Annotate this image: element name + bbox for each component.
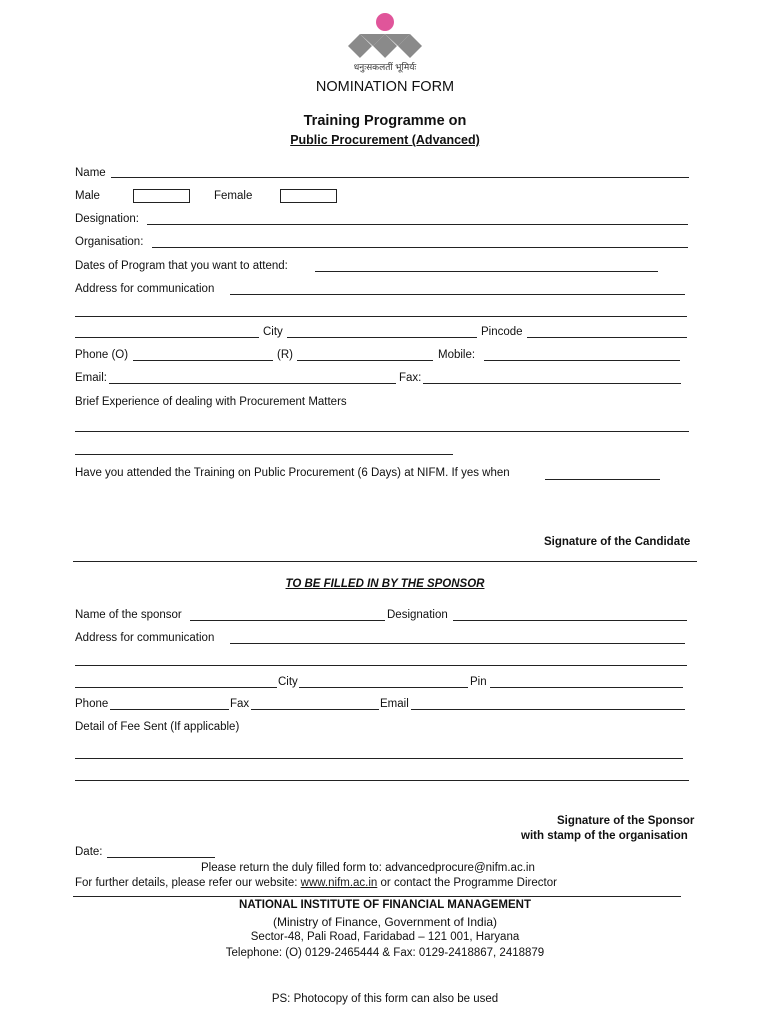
sponsor-email-field[interactable]	[411, 709, 685, 710]
sponsor-phone-field[interactable]	[110, 709, 229, 710]
ministry-line: (Ministry of Finance, Government of India)	[272, 915, 498, 929]
institute-name: NATIONAL INSTITUTE OF FINANCIAL MANAGEMENT	[239, 899, 531, 911]
sponsor-designation-field[interactable]	[453, 620, 687, 621]
phone-label: Phone (O)	[75, 349, 129, 361]
sponsor-address-field-1[interactable]	[230, 643, 685, 644]
sponsor-stamp-label: with stamp of the organisation	[521, 830, 688, 842]
address-field-1[interactable]	[230, 294, 685, 295]
name-label: Name	[75, 167, 106, 179]
designation-label: Designation:	[75, 213, 139, 225]
city-field[interactable]	[287, 337, 477, 338]
mobile-field[interactable]	[484, 360, 680, 361]
date-label: Date:	[75, 846, 103, 858]
sponsor-pin-field[interactable]	[490, 687, 683, 688]
experience-label: Brief Experience of dealing with Procurement Matters	[75, 396, 347, 408]
pincode-label: Pincode	[481, 326, 523, 338]
date-field[interactable]	[107, 857, 215, 858]
female-label: Female	[214, 190, 253, 202]
return-instructions: Please return the duly filled form to: advancedprocure@nifm.ac.in	[201, 862, 535, 874]
sponsor-designation-label: Designation	[387, 609, 448, 621]
form-title: NOMINATION FORM	[315, 79, 455, 95]
sponsor-fax-field[interactable]	[251, 709, 379, 710]
fee-field-2[interactable]	[75, 780, 689, 781]
address-field-2[interactable]	[75, 316, 687, 317]
further-details-prefix: For further details, please refer our website:	[75, 877, 298, 889]
fax-label: Fax:	[399, 372, 422, 384]
address-label: Address for communication	[75, 283, 215, 295]
male-checkbox[interactable]	[133, 189, 190, 203]
sponsor-signature-label: Signature of the Sponsor	[557, 815, 695, 827]
organisation-label: Organisation:	[75, 236, 144, 248]
mobile-label: Mobile:	[438, 349, 476, 361]
section-divider	[73, 561, 697, 562]
sponsor-phone-label: Phone	[75, 698, 109, 710]
sponsor-fax-label: Fax	[230, 698, 250, 710]
sponsor-name-field[interactable]	[190, 620, 385, 621]
fax-field[interactable]	[423, 383, 681, 384]
dates-field[interactable]	[315, 271, 658, 272]
sponsor-email-label: Email	[380, 698, 409, 710]
programme-title: Training Programme on	[303, 113, 467, 129]
fee-field-1[interactable]	[75, 758, 683, 759]
sponsor-name-label: Name of the sponsor	[75, 609, 182, 621]
organisation-field[interactable]	[152, 247, 688, 248]
address-field-3[interactable]	[75, 337, 259, 338]
name-field[interactable]	[111, 177, 689, 178]
institute-address: Sector-48, Pali Road, Faridabad – 121 001, Haryana	[250, 931, 520, 943]
sponsor-address-field-3[interactable]	[75, 687, 277, 688]
sponsor-city-label: City	[278, 676, 298, 688]
phone-field[interactable]	[133, 360, 273, 361]
experience-field-1[interactable]	[75, 431, 689, 432]
fee-label: Detail of Fee Sent (If applicable)	[75, 721, 240, 733]
email-field[interactable]	[109, 383, 396, 384]
logo-tagline: धनुःसकलतीं भूमिर्यः	[353, 62, 417, 72]
email-label: Email:	[75, 372, 107, 384]
programme-subtitle: Public Procurement (Advanced)	[290, 133, 480, 147]
res-label: (R)	[277, 349, 293, 361]
designation-field[interactable]	[147, 224, 688, 225]
sponsor-pin-label: Pin	[470, 676, 487, 688]
male-label: Male	[75, 190, 100, 202]
dates-label: Dates of Program that you want to attend:	[75, 260, 288, 272]
female-checkbox[interactable]	[280, 189, 337, 203]
institute-telephone: Telephone: (O) 0129-2465444 & Fax: 0129-2418867, 2418879	[225, 947, 545, 959]
further-details	[75, 877, 557, 889]
experience-field-2[interactable]	[75, 454, 453, 455]
footer-divider	[73, 896, 681, 897]
attended-label: Have you attended the Training on Public Procurement (6 Days) at NIFM. If yes when	[75, 467, 510, 479]
attended-when-field[interactable]	[545, 479, 660, 480]
sponsor-heading: TO BE FILLED IN BY THE SPONSOR	[285, 578, 485, 590]
further-details-suffix: or contact the Programme Director	[380, 877, 557, 889]
city-label: City	[263, 326, 283, 338]
photocopy-note: PS: Photocopy of this form can also be used	[271, 993, 499, 1005]
sponsor-address-label: Address for communication	[75, 632, 215, 644]
sponsor-address-field-2[interactable]	[75, 665, 687, 666]
website-link[interactable]: www.nifm.ac.in	[300, 877, 378, 889]
res-phone-field[interactable]	[297, 360, 433, 361]
candidate-signature-label: Signature of the Candidate	[544, 536, 691, 548]
sponsor-city-field[interactable]	[299, 687, 468, 688]
pincode-field[interactable]	[527, 337, 687, 338]
